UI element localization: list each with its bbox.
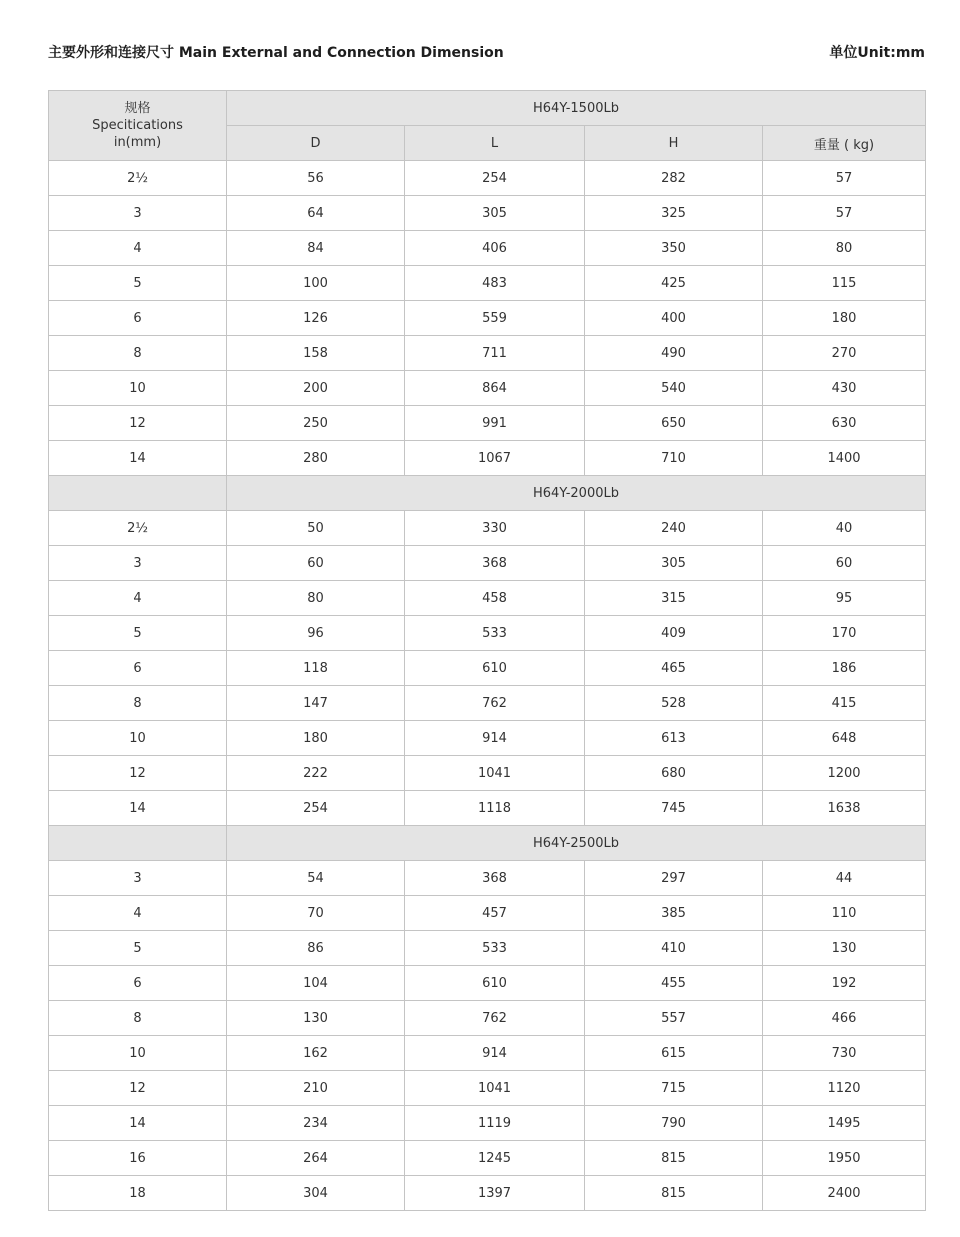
table-row (49, 1106, 926, 1141)
table-row (49, 861, 926, 896)
l-cell: 762 (405, 686, 585, 721)
section-spec-blank-cell (49, 476, 227, 511)
h-cell: 409 (585, 616, 763, 651)
l-cell: 610 (405, 966, 585, 1001)
spec-cell: 4 (49, 896, 227, 931)
spec-cell: 6 (49, 651, 227, 686)
spec-header-cn: 规格 (124, 101, 151, 116)
table-row (49, 651, 926, 686)
table-row (49, 1141, 926, 1176)
h-cell: 240 (585, 511, 763, 546)
spec-cell: 14 (49, 1106, 227, 1141)
table-row (49, 1001, 926, 1036)
l-cell: 1245 (405, 1141, 585, 1176)
table-row (49, 1176, 926, 1211)
spec-cell: 8 (49, 1001, 227, 1036)
h-cell: 325 (585, 196, 763, 231)
h-cell: 305 (585, 546, 763, 581)
l-cell: 1119 (405, 1106, 585, 1141)
h-cell: 385 (585, 896, 763, 931)
weight-cell: 648 (763, 721, 926, 756)
h-cell: 455 (585, 966, 763, 1001)
table-row (49, 371, 926, 406)
l-cell: 711 (405, 336, 585, 371)
spec-cell: 12 (49, 1071, 227, 1106)
weight-cell: 60 (763, 546, 926, 581)
d-cell: 84 (227, 231, 405, 266)
weight-cell: 186 (763, 651, 926, 686)
h-cell: 557 (585, 1001, 763, 1036)
table-row (49, 756, 926, 791)
weight-cell: 415 (763, 686, 926, 721)
d-cell: 80 (227, 581, 405, 616)
dimension-table (48, 90, 926, 1211)
d-cell: 254 (227, 791, 405, 826)
d-cell: 96 (227, 616, 405, 651)
weight-cell: 430 (763, 371, 926, 406)
spec-cell: 12 (49, 406, 227, 441)
weight-cell: 730 (763, 1036, 926, 1071)
h-cell: 650 (585, 406, 763, 441)
weight-cell: 95 (763, 581, 926, 616)
table-row (49, 511, 926, 546)
d-cell: 180 (227, 721, 405, 756)
spec-cell: 3 (49, 196, 227, 231)
weight-cell: 270 (763, 336, 926, 371)
d-cell: 280 (227, 441, 405, 476)
d-cell: 162 (227, 1036, 405, 1071)
h-cell: 425 (585, 266, 763, 301)
table-row (49, 301, 926, 336)
table-row (49, 616, 926, 651)
h-cell: 790 (585, 1106, 763, 1141)
l-cell: 914 (405, 721, 585, 756)
section-header-row (49, 826, 926, 861)
h-cell: 297 (585, 861, 763, 896)
d-cell: 210 (227, 1071, 405, 1106)
l-cell: 368 (405, 861, 585, 896)
l-cell: 559 (405, 301, 585, 336)
h-cell: 400 (585, 301, 763, 336)
d-cell: 56 (227, 161, 405, 196)
d-cell: 86 (227, 931, 405, 966)
d-cell: 130 (227, 1001, 405, 1036)
h-cell: 315 (585, 581, 763, 616)
l-cell: 1041 (405, 756, 585, 791)
l-cell: 406 (405, 231, 585, 266)
weight-cell: 1120 (763, 1071, 926, 1106)
h-cell: 815 (585, 1141, 763, 1176)
l-cell: 457 (405, 896, 585, 931)
l-cell: 762 (405, 1001, 585, 1036)
table-row (49, 231, 926, 266)
h-cell: 680 (585, 756, 763, 791)
l-cell: 1118 (405, 791, 585, 826)
title-bar (48, 42, 925, 64)
document-title: 主要外形和连接尺寸 Main External and Connection Dimension (48, 45, 504, 61)
h-cell: 465 (585, 651, 763, 686)
l-cell: 483 (405, 266, 585, 301)
section-title: H64Y-2000Lb (227, 476, 926, 511)
table-row (49, 721, 926, 756)
d-cell: 250 (227, 406, 405, 441)
table-row (49, 896, 926, 931)
section-title: H64Y-1500Lb (227, 91, 926, 126)
spec-cell: 8 (49, 336, 227, 371)
spec-cell: 10 (49, 721, 227, 756)
table-row (49, 336, 926, 371)
weight-cell: 192 (763, 966, 926, 1001)
unit-label: 单位Unit:mm (829, 45, 925, 61)
table-row (49, 931, 926, 966)
d-cell: 104 (227, 966, 405, 1001)
table-row (49, 1071, 926, 1106)
spec-cell: 10 (49, 1036, 227, 1071)
h-cell: 282 (585, 161, 763, 196)
h-cell: 745 (585, 791, 763, 826)
dimension-table-body (49, 91, 926, 1211)
weight-cell: 2400 (763, 1176, 926, 1211)
l-cell: 254 (405, 161, 585, 196)
h-cell: 540 (585, 371, 763, 406)
weight-cell: 1200 (763, 756, 926, 791)
spec-cell: 5 (49, 266, 227, 301)
d-cell: 126 (227, 301, 405, 336)
spec-cell: 10 (49, 371, 227, 406)
h-cell: 613 (585, 721, 763, 756)
table-row (49, 406, 926, 441)
spec-cell: 12 (49, 756, 227, 791)
l-cell: 368 (405, 546, 585, 581)
header-row (49, 91, 926, 126)
d-cell: 100 (227, 266, 405, 301)
weight-cell: 1638 (763, 791, 926, 826)
table-row (49, 581, 926, 616)
d-cell: 200 (227, 371, 405, 406)
section-title: H64Y-2500Lb (227, 826, 926, 861)
spec-cell: 5 (49, 931, 227, 966)
spec-cell: 14 (49, 791, 227, 826)
l-cell: 330 (405, 511, 585, 546)
weight-cell: 1950 (763, 1141, 926, 1176)
column-header-l: L (405, 126, 585, 161)
h-cell: 615 (585, 1036, 763, 1071)
table-row (49, 546, 926, 581)
spec-header-unit: in(mm) (113, 135, 162, 150)
l-cell: 991 (405, 406, 585, 441)
spec-header-en: Specitications (92, 118, 183, 133)
d-cell: 60 (227, 546, 405, 581)
weight-cell: 180 (763, 301, 926, 336)
l-cell: 1041 (405, 1071, 585, 1106)
d-cell: 158 (227, 336, 405, 371)
spec-cell: 3 (49, 861, 227, 896)
h-cell: 815 (585, 1176, 763, 1211)
spec-cell: 4 (49, 581, 227, 616)
weight-cell: 110 (763, 896, 926, 931)
column-header-d: D (227, 126, 405, 161)
d-cell: 54 (227, 861, 405, 896)
weight-cell: 80 (763, 231, 926, 266)
l-cell: 1067 (405, 441, 585, 476)
spec-cell: 8 (49, 686, 227, 721)
spec-cell: 2½ (49, 511, 227, 546)
spec-cell: 3 (49, 546, 227, 581)
weight-cell: 630 (763, 406, 926, 441)
l-cell: 533 (405, 931, 585, 966)
weight-cell: 115 (763, 266, 926, 301)
spec-cell: 5 (49, 616, 227, 651)
d-cell: 50 (227, 511, 405, 546)
weight-cell: 40 (763, 511, 926, 546)
table-row (49, 966, 926, 1001)
l-cell: 914 (405, 1036, 585, 1071)
h-cell: 490 (585, 336, 763, 371)
weight-cell: 1495 (763, 1106, 926, 1141)
h-cell: 715 (585, 1071, 763, 1106)
spec-cell: 4 (49, 231, 227, 266)
l-cell: 610 (405, 651, 585, 686)
d-cell: 64 (227, 196, 405, 231)
spec-cell: 14 (49, 441, 227, 476)
h-cell: 710 (585, 441, 763, 476)
table-row (49, 266, 926, 301)
column-header-weight: 重量 ( kg) (763, 126, 926, 161)
weight-cell: 1400 (763, 441, 926, 476)
h-cell: 350 (585, 231, 763, 266)
spec-cell: 18 (49, 1176, 227, 1211)
d-cell: 118 (227, 651, 405, 686)
d-cell: 70 (227, 896, 405, 931)
weight-cell: 57 (763, 196, 926, 231)
weight-cell: 57 (763, 161, 926, 196)
l-cell: 864 (405, 371, 585, 406)
h-cell: 410 (585, 931, 763, 966)
column-header-h: H (585, 126, 763, 161)
table-row (49, 196, 926, 231)
weight-cell: 130 (763, 931, 926, 966)
spec-header-cell (49, 91, 227, 161)
weight-cell: 44 (763, 861, 926, 896)
table-row (49, 441, 926, 476)
d-cell: 304 (227, 1176, 405, 1211)
d-cell: 147 (227, 686, 405, 721)
table-row (49, 1036, 926, 1071)
h-cell: 528 (585, 686, 763, 721)
spec-cell: 6 (49, 966, 227, 1001)
d-cell: 234 (227, 1106, 405, 1141)
table-row (49, 686, 926, 721)
l-cell: 1397 (405, 1176, 585, 1211)
d-cell: 222 (227, 756, 405, 791)
weight-cell: 170 (763, 616, 926, 651)
spec-cell: 6 (49, 301, 227, 336)
section-header-row (49, 476, 926, 511)
spec-cell: 16 (49, 1141, 227, 1176)
d-cell: 264 (227, 1141, 405, 1176)
l-cell: 533 (405, 616, 585, 651)
spec-cell: 2½ (49, 161, 227, 196)
table-row (49, 161, 926, 196)
l-cell: 305 (405, 196, 585, 231)
section-spec-blank-cell (49, 826, 227, 861)
weight-cell: 466 (763, 1001, 926, 1036)
table-row (49, 791, 926, 826)
l-cell: 458 (405, 581, 585, 616)
